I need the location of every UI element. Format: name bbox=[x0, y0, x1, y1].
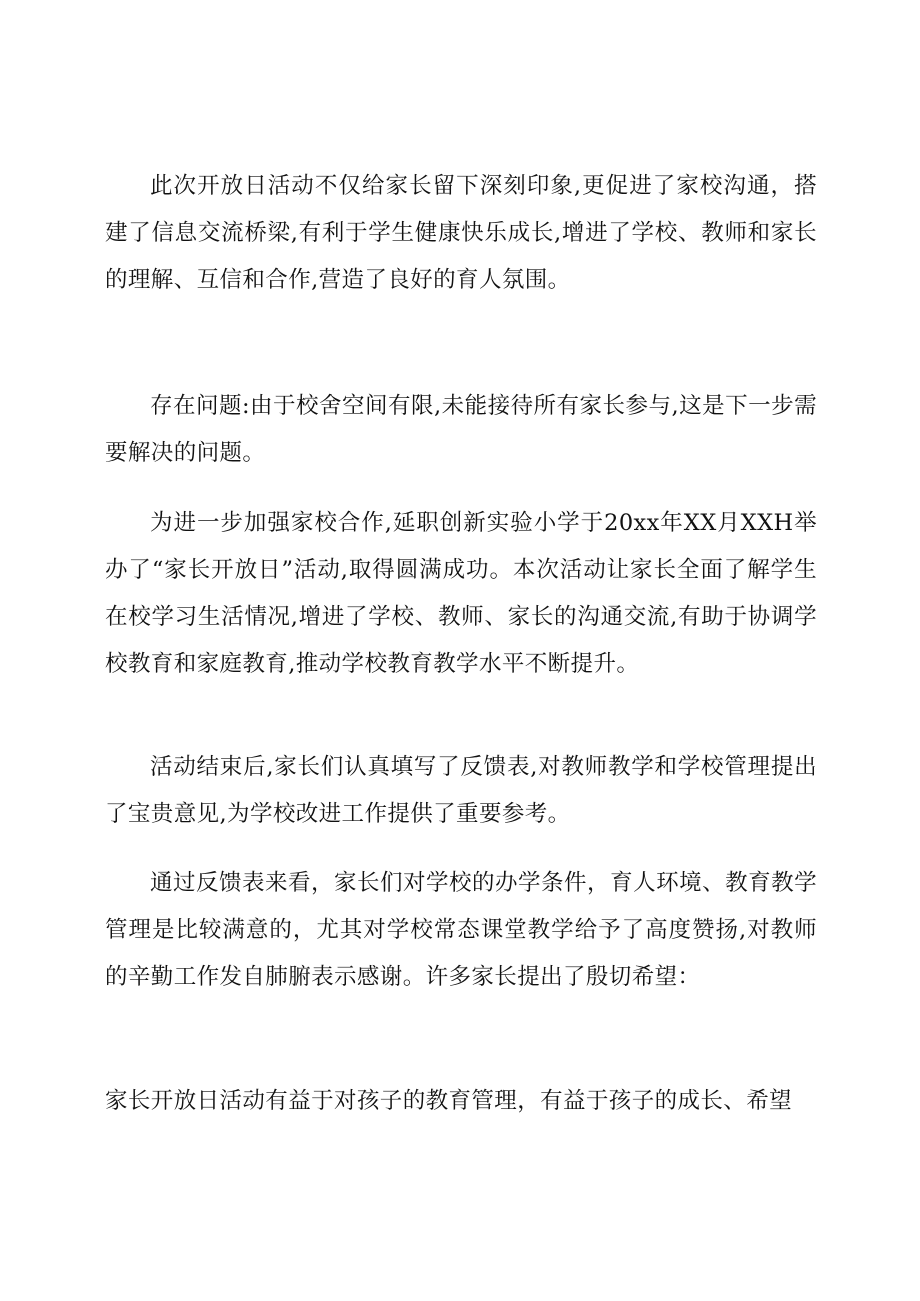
paragraph-feedback-forms: 活动结束后,家长们认真填写了反馈表,对教师教学和学校管理提出了宝贵意见,为学校改进工作提供了重要参考。 bbox=[105, 754, 817, 827]
paragraph-activity-summary: 为进一步加强家校合作,延职创新实验小学于20xx年XX月XXH举办了“家长开放日”活动,取得圆满成功。本次活动让家长全面了解学生在校学习生活情况,增进了学校、教师、家长的沟通交流,有助于协调学校教育和家庭教育,推动学校教育教学水平不断提升。 bbox=[105, 510, 817, 677]
paragraph-feedback-results: 通过反馈表来看，家长们对学校的办学条件，育人环境、教育教学管理是比较满意的，尤其对学校常态课堂教学给予了高度赞扬,对教师的辛勤工作发自肺腑表示感谢。许多家长提出了殷切希望： bbox=[105, 870, 817, 990]
paragraph-parent-hopes: 家长开放日活动有益于对孩子的教育管理，有益于孩子的成长、希望 bbox=[105, 1088, 793, 1114]
paragraph-open-day-impact: 此次开放日活动不仅给家长留下深刻印象,更促进了家校沟通，搭建了信息交流桥梁,有利于学生健康快乐成长,增进了学校、教师和家长的理解、互信和合作,营造了良好的育人氛围。 bbox=[105, 173, 817, 293]
paragraph-existing-problems: 存在问题:由于校舍空间有限,未能接待所有家长参与,这是下一步需要解决的问题。 bbox=[105, 393, 817, 466]
